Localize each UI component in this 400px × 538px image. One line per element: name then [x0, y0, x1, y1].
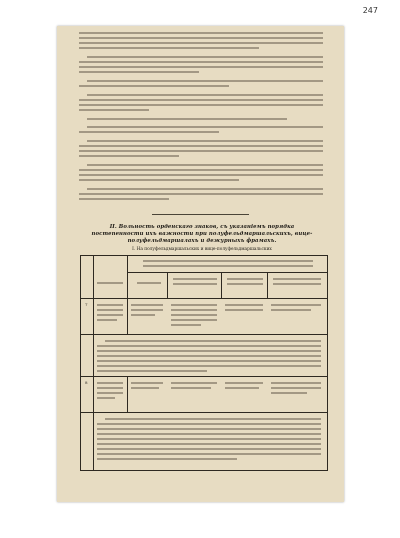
document-sheet: [57, 26, 344, 502]
page-number: 247: [362, 6, 378, 15]
row-number: 8: [85, 380, 88, 385]
separator-rule: [152, 214, 249, 215]
orders-table: [80, 255, 328, 471]
row-number: 7: [85, 302, 88, 307]
section-subheading: I. На полуфельдмаршальских и вице-полуфельдмаршальских: [132, 247, 272, 252]
section-heading: II. Вольность орденскаго знаков, съ указаніемъ порядка постепенности ихъ важности при полуфельдмаршальскихъ, вице-полуфельдмаршалахъ и дежурныхъ фрамахъ.: [91, 224, 313, 244]
